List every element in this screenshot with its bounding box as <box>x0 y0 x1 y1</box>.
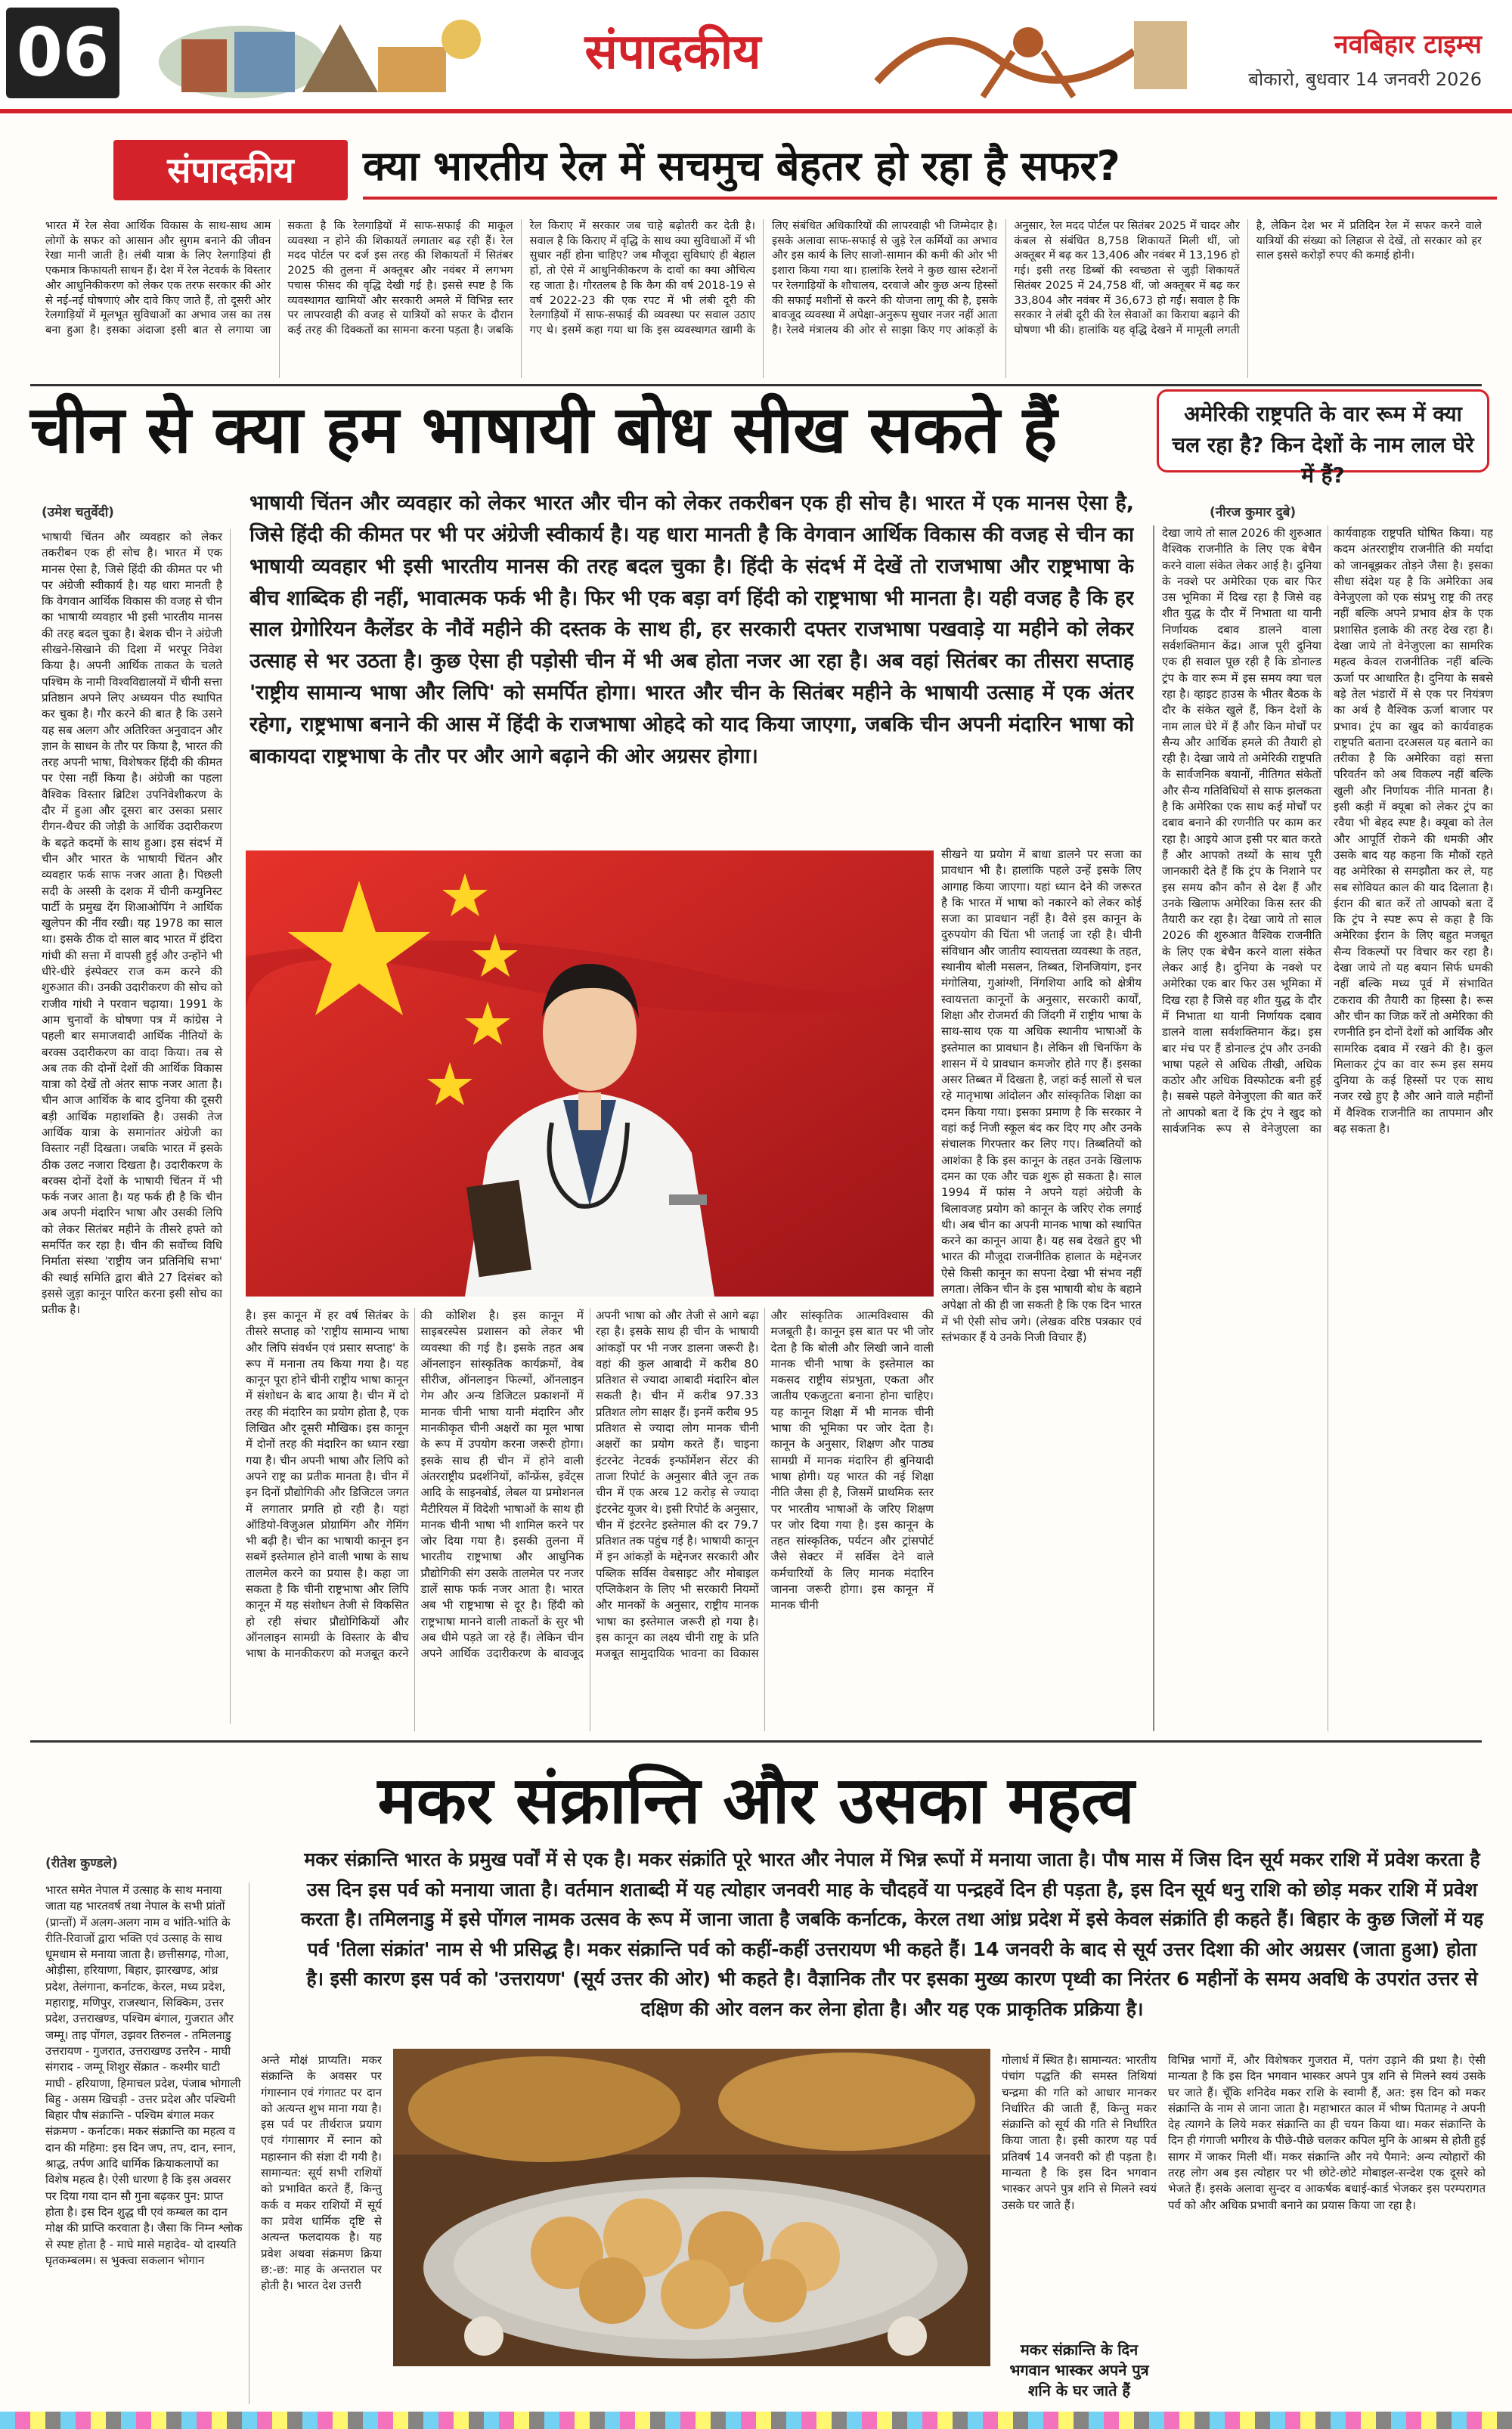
section-title: संपादकीय <box>584 24 761 80</box>
page-header <box>0 0 1512 113</box>
makar-column-4: विभिन्न भागों में, और विशेषकर गुजरात में, पतंग उड़ाने की प्रथा है। ऐसी मान्यता है कि इस दिन भगवान भास्कर अपने पुत्र शनि से मिलने स्वयं उसके घर जाते हैं। चूँकि शनिदेव मकर राशि के स्वामी हैं, अत: इस दिन को मकर संक्रान्ति के नाम से जाना जाता है। महाभारत काल में भीष्म पितामह ने अपनी देह त्यागने के लिये मकर संक्रान्ति का ही चयन किया था। मकर संक्रान्ति के दिन ही गंगाजी भगीरथ के पीछे-पीछे चलकर कपिल मुनि के आश्रम से होती हुई सागर में जाकर मिली थीं। मकर संक्रान्ति और नये पैमाने: अन्य त्योहारों की तरह लोग अब इस त्योहार पर भी छोटे-छोटे मोबाइल-सन्देश एक दूसरे को भेजते हैं। इसके अलावा सुन्दर व आकर्षक बधाई-कार्ड भेजकर इस परम्परागत पर्व को और अधिक प्रभावी बनाने का प्रयास किया जा रहा है। <box>1168 2053 1486 2212</box>
sidebar-byline: (नीरज कुमार दुबे) <box>1210 505 1297 520</box>
china-article-lower-columns: है। इस कानून में हर वर्ष सितंबर के तीसरे सप्ताह को 'राष्ट्रीय सामान्य भाषा और लिपि संवर्धन एवं प्रसार सप्ताह' के रूप में मनाना तय किया गया है। यह कानून पूरा होने चीनी राष्ट्रीय भाषा कानून में संशोधन के बाद आया है। चीन में दो तरह की मंदारिन का प्रयोग होता है, एक लिखित और दूसरी मौखिक। इस कानून में दोनों तरह की मंदारिन का ध्यान रखा गया है। चीन अपनी भाषा और लिपि को अपने राष्ट्र का प्रतीक मानता है। चीन में इन दिनों प्रौद्योगिकी और डिजिटल जगत में लगातार प्रगति हो रही है। यहां ऑडियो-विजुअल प्रोग्रामिंग और गेमिंग भी बढ़ी है। चीन का भाषायी कानून इन सबमें इस्तेमाल होने वाली भाषा के साथ तालमेल करने का प्रयास है। कहा जा सकता है कि चीनी राष्ट्रभाषा और लिपि कानून में यह संशोधन तेजी से विकसित हो रही संचार प्रौद्योगिकियों और ऑनलाइन सामग्री के विस्तार के बीच भाषा के मानकीकरण को मजबूत करने की कोशिश है। इस कानून में साइबरस्पेस प्रशासन को लेकर भी व्यवस्था की गई है। इसके तहत अब ऑनलाइन सांस्कृतिक कार्यक्रमों, वेब सीरीज, ऑनलाइन फिल्मों, ऑनलाइन गेम और अन्य डिजिटल प्रकाशनों में मानक चीनी भाषा यानी मंदारिन और मानकीकृत चीनी अक्षरों का मूल भाषा के रूप में उपयोग करना जरूरी होगा। इसके साथ ही चीन में होने वाली अंतरराष्ट्रीय प्रदर्शनियों, कॉन्फ्रेंस, इवेंट्स आदि के साइनबोर्ड, लेबल या प्रमोशनल मैटीरियल में विदेशी भाषाओं के साथ ही मानक चीनी भाषा भी शामिल करने पर जोर दिया गया है। इसकी तुलना में भारतीय राष्ट्रभाषा और आधुनिक प्रौद्योगिकी संग उसके तालमेल पर नजर डालें साफ फर्क नजर आता है। भारत अब भी राष्ट्रभाषा से दूर है। हिंदी को राष्ट्रभाषा मानने वाली ताकतों के सुर भी अब धीमे पड़ते जा रहे हैं। लेकिन चीन अपने आर्थिक उदारीकरण के बावजूद अपनी भाषा को और तेजी से आगे बढ़ा रहा है। इसके साथ ही चीन के भाषायी आंकड़ों पर भी नजर डालना जरूरी है। वहां की कुल आबादी में करीब 80 प्रतिशत से ज्यादा आबादी मंदारिन बोल सकती है। चीन में करीब 97.33 प्रतिशत लोग साक्षर हैं। इनमें करीब 95 प्रतिशत से ज्यादा लोग मानक चीनी अक्षरों का प्रयोग करते हैं। चाइना इंटरनेट नेटवर्क इन्फॉर्मेशन सेंटर की ताजा रिपोर्ट के अनुसार बीते जून तक चीन में एक अरब 12 करोड़ से ज्यादा इंटरनेट यूजर थे। इसी रिपोर्ट के अनुसार, चीन में इंटरनेट इस्तेमाल की दर 79.7 प्रतिशत तक पहुंच गई है। भाषायी कानून में इन आंकड़ों के मद्देनजर सरकारी और पब्लिक सर्विस वेबसाइट और मोबाइल एप्लिकेशन के लिए भी सरकारी नियमों और मानकों के अनुसार, राष्ट्रीय मानक भाषा का इस्तेमाल जरूरी हो गया है। इस कानून का लक्ष्य चीनी राष्ट्र के प्रति मजबूत सामुदायिक भावना का विकास और सांस्कृतिक आत्मविश्वास की मजबूती है। कानून इस बात पर भी जोर देता है कि बोली और लिखी जाने वाली मानक चीनी भाषा के इस्तेमाल का मकसद राष्ट्रीय संप्रभुता, एकता और जातीय एकजुटता बनाना होना चाहिए। यह कानून शिक्षा में भी मानक चीनी भाषा की भूमिका पर जोर देता है। कानून के अनुसार, शिक्षण और पाठ्य सामग्री में मानक मंदारिन ही बुनियादी भाषा होगी। यह भारत की नई शिक्षा नीति जैसा ही है, जिसमें प्राथमिक स्तर पर भारतीय भाषाओं के जरिए शिक्षण पर जोर दिया गया है। इस कानून के तहत सांस्कृतिक, पर्यटन और ट्रांसपोर्ट जैसे सेक्टर में सर्विस देने वाले कर्मचारियों के लिए मानक मंदारिन जानना जरूरी होगा। इस कानून में मानक चीनी <box>246 1309 934 1661</box>
makar-byline: (रीतेश कुण्डले) <box>45 1856 118 1871</box>
makar-lede: मकर संक्रान्ति भारत के प्रमुख पर्वों में से एक है। मकर संक्रांति पूरे भारत और नेपाल में भिन्न रूपों में मनाया जाता है। पौष मास में जिस दिन सूर्य मकर राशि में प्रवेश करता है उस दिन इस पर्व को मनाया जाता है। वर्तमान शताब्दी में यह त्योहार जनवरी माह के चौदहवें या पन्द्रहवें दिन ही पड़ता है, इस दिन सूर्य धनु राशि को छोड़ मकर राशि में प्रवेश करता है। तमिलनाडु में इसे पोंगल नामक उत्सव के रूप में जाना जाता है जबकि कर्नाटक, केरल तथा आंध्र प्रदेश में इसे केवल संक्रांति ही कहते हैं। बिहार के कुछ जिलों में यह पर्व 'तिला संक्रांत' नाम से भी प्रसिद्ध है। मकर संक्रान्ति पर्व को कहीं-कहीं उत्तरायण भी कहते हैं। 14 जनवरी के बाद से सूर्य उत्तर दिशा की ओर अग्रसर (जाता हुआ) होता है। इसी कारण इस पर्व को 'उत्तरायण' (सूर्य उत्तर की ओर) भी कहते है। वैज्ञानिक तौर पर इसका मुख्य कारण पृथ्वी का निरंतर 6 महीनों के समय अवधि के उपरांत उत्तर से दक्षिण की ओर वलन कर लेना होता है। और यह एक प्राकृतिक प्रक्रिया है। <box>300 1848 1484 2020</box>
makar-column-2: अन्ते मोक्षं प्राप्यति। मकर संक्रान्ति के अवसर पर गंगास्नान एवं गंगातट पर दान को अत्यन्त शुभ माना गया है। इस पर्व पर तीर्थराज प्रयाग एवं गंगासागर में स्नान को महास्नान की संज्ञा दी गयी है। सामान्यत: सूर्य सभी राशियों को प्रभावित करते हैं, किन्तु कर्क व मकर राशियों में सूर्य का प्रवेश धार्मिक दृष्टि से अत्यन्त फलदायक है। यह प्रवेश अथवा संक्रमण क्रिया छ:-छ: माह के अन्तराल पर होती है। भारत देश उत्तरी <box>261 2053 382 2293</box>
makar-left-column: भारत समेत नेपाल में उत्साह के साथ मनाया जाता यह भारतवर्ष तथा नेपाल के सभी प्रांतों (प्रान्तों) में अलग-अलग नाम व भांति-भांति के रीति-रिवाजों द्वारा भक्ति एवं उत्साह के साथ धूमधाम से मनाया जाता है। छत्तीसगढ़, गोआ, ओड़ीसा, हरियाणा, बिहार, झारखण्ड, आंध्र प्रदेश, तेलंगाना, कर्नाटक, केरल, मध्य प्रदेश, महाराष्ट्र, मणिपुर, राजस्थान, सिक्किम, उत्तर प्रदेश, उत्तराखण्ड, पश्चिम बंगाल, गुजरात और जम्मू। ताइ पोंगल, उझवर तिरुनल - तमिलनाडु उत्तरायण - गुजरात, उत्तराखण्ड उत्तरैन - माघी संगराद - जम्मू शिशुर सेंक्रात - कश्मीर घाटी माघी - हरियाणा, हिमाचल प्रदेश, पंजाब भोगाली बिहु - असम खिचड़ी - उत्तर प्रदेश और पश्चिमी बिहार पौष संक्रान्ति - पश्चिम बंगाल मकर संक्रमण - कर्नाटक। मकर संक्रान्ति का महत्व व दान की महिमा: इस दिन जप, तप, दान, स्नान, श्राद्ध, तर्पण आदि धार्मिक क्रियाकलापों का विशेष महत्व है। ऐसी धारणा है कि इस अवसर पर दिया गया दान सौ गुना बढ़कर पुन: प्राप्त होता है। इस दिन शुद्ध घी एवं कम्बल का दान मोक्ष की प्राप्ति करवाता है। जैसा कि निम्न श्लोक से स्पष्ट होता है - माघे मासे महादेव- यो दास्यति घृतकम्बलम। स भुक्त्वा सकलान भोगान <box>45 1882 249 2404</box>
header-illustration-right <box>847 6 1210 104</box>
dateline: बोकारो, बुधवार 14 जनवरी 2026 <box>1248 69 1482 90</box>
editorial-body: भारत में रेल सेवा आर्थिक विकास के साथ-साथ आम लोगों के सफर को आसान और सुगम बनाने की जीवन रेखा मानी जाती है। लंबी यात्रा के लिए रेलगाड़ियां ही एकमात्र किफायती साधन हैं। देश में रेल नेटवर्क के विस्तार और आधुनिकीकरण को लेकर एक तरफ सरकार की ओर से नई-नई घोषणाएं और दावे किए जाते हैं, तो दूसरी ओर रेलगाड़ियों में मूलभूत सुविधाओं का अभाव जस का तस बना हुआ है। इसका अंदाजा इसी बात से लगाया जा सकता है कि रेलगाड़ियों में साफ-सफाई की माकूल व्यवस्था न होने की शिकायतें लगातार बढ़ रही हैं। रेल मदद पोर्टल पर दर्ज इस तरह की शिकायतों में सितंबर 2025 की तुलना में अक्तूबर और नवंबर में लगभग पचास फीसद की वृद्धि देखी गई है। इससे स्पष्ट है कि व्यवस्थागत खामियों और सरकारी अमले में विभिन्न स्तर पर लापरवाही की वजह से यात्रियों को सफर के दौरान कई तरह की दिक्कतों का सामना करना पड़ता है। जबकि रेल किराए में सरकार जब चाहे बढ़ोतरी कर देती है। सवाल है कि किराए में वृद्धि के साथ क्या सुविधाओं में भी सुधार नहीं होना चाहिए? जब मौजूदा सुविधाएं ही बेहाल हों, तो ऐसे में आधुनिकीकरण के दावों का क्या औचित्य रह जाता है। गौरतलब है कि कैग की वर्ष 2018-19 से वर्ष 2022-23 की एक रपट में भी लंबी दूरी की रेलगाड़ियों में साफ-सफाई की व्यवस्था पर सवाल उठाए गए थे। इसमें कहा गया था कि इस व्यवस्थागत खामी के लिए संबंधित अधिकारियों की लापरवाही भी जिम्मेदार है। इसके अलावा साफ-सफाई से जुड़े रेल कर्मियों का अभाव और इस कार्य के लिए साजो-सामान की कमी की ओर भी इशारा किया गया था। हालांकि रेलवे ने कुछ खास स्टेशनों पर रेलगाड़ियों के शौचालय, दरवाजे और कुछ अन्य हिस्सों की सफाई मशीनों से करने की योजना लागू की है, इसके बावजूद व्यवस्था में अपेक्षा-अनुरूप सुधार नजर नहीं आता है। रेलवे मंत्रालय की ओर से साझा किए गए आंकड़ों के अनुसार, रेल मदद पोर्टल पर सितंबर 2025 में चादर और कंबल से संबंधित 8,758 शिकायतें मिली थीं, जो अक्तूबर में बढ़ कर 13,406 और नवंबर में 13,196 हो गई। इसी तरह डिब्बों की स्वच्छता से जुड़ी शिकायतें सितंबर 2025 में 24,758 थीं, जो अक्तूबर में बढ़ कर 33,804 और नवंबर में 36,673 हो गईं। सवाल है कि सरकार ने लंबी दूरी की रेल सेवाओं का किराया बढ़ाने की घोषणा भी की। हालांकि यह वृद्धि देखने में मामूली लगती है, लेकिन देश भर में प्रतिदिन रेल में सफर करने वाले यात्रियों की संख्या को लिहाज से देखें, तो सरकार को हर साल इससे करोड़ों रुपए की कमाई होनी। <box>45 220 1482 337</box>
section-divider <box>30 1740 1482 1743</box>
china-article-lede: भाषायी चिंतन और व्यवहार को लेकर भारत और चीन को लेकर तकरीबन एक ही सोच है। भारत में एक मानस ऐसा है, जिसे हिंदी की कीमत पर भी पर अंग्रेजी स्वीकार्य है। यह धारा मानती है कि वेगवान आर्थिक विकास की वजह से चीन का भाषायी व्यवहार भी इसी भारतीय मानस की तरह बदल चुका है। हिंदी के संदर्भ में देखें तो राजभाषा और राष्ट्रभाषा के बीच शाब्दिक ही नहीं, भावात्मक फर्क भी है। फिर भी एक बड़ा वर्ग हिंदी को राष्ट्रभाषा भी मानता है। यही वजह है कि हर साल ग्रेगोरियन कैलेंडर के नौवें महीने की दस्तक के साथ ही, हर सरकारी दफ्तर राजभाषा पखवाड़े या महीने को लेकर उत्साह से भर उठता है। कुछ ऐसा ही पड़ोसी चीन में भी अब होता नजर आ रहा है। अब वहां सितंबर का तीसरा सप्ताह 'राष्ट्रीय सामान्य भाषा और लिपि' को समर्पित होगा। भारत और चीन के सितंबर महीने के भाषायी उत्साह में एक अंतर रहेगा, राष्ट्रभाषा बनाने की आस में हिंदी के राजभाषा ओहदे को याद किया जाएगा, जबकि चीन अपनी मंदारिन भाषा को बाकायदा राष्ट्रभाषा के तौर पर और आगे बढ़ाने की ओर अग्रसर होगा। <box>249 491 1134 768</box>
sweets-photo <box>393 2049 990 2366</box>
newspaper-name: नवबिहार टाइम्स <box>1334 29 1482 60</box>
doctor-flag-photo <box>246 850 934 1297</box>
china-article-right-column: सीखने या प्रयोग में बाधा डालने पर सजा का प्रावधान भी है। हालांकि पहले उन्हें इसके लिए आगाह किया जाएगा। यहां ध्यान देने की जरूरत है कि भारत में भाषा को नकारने को लेकर कोई सजा का प्रावधान नहीं है। वैसे इस कानून के दुरुपयोग की चिंता भी जताई जा रही है। चीनी संविधान और जातीय स्वायत्तता व्यवस्था के तहत, स्थानीय बोली मसलन, तिब्बत, शिनजियांग, इनर मंगोलिया, गुआंग्शी, निंगशिया आदि को क्षेत्रीय स्वायत्तता कानूनों के अनुसार, सरकारी कार्यों, शिक्षा और रोजमर्रा की जिंदगी में राष्ट्रीय भाषा के साथ-साथ एक या अधिक स्थानीय भाषाओं के इस्तेमाल का प्रावधान है। लेकिन शी चिनफिंग के शासन में ये प्रावधान कमजोर होते गए हैं। इसका असर तिब्बत में दिखता है, जहां कई सालों से चल रहे मातृभाषा आंदोलन और सांस्कृतिक शिक्षा का दमन किया गया। इसका प्रमाण है कि सरकार ने वहां कई निजी स्कूल बंद कर दिए गए और उनके संचालक गिरफ्तार कर लिए गए। तिब्बतियों को आशंका है कि इस कानून के तहत उनके खिलाफ दमन का एक और चक्र शुरू हो सकता है। साल 1994 में फांस ने अपने यहां अंग्रेजी के बिलावजह प्रयोग को कानून के जरिए रोक लगाई थी। अब चीन का अपनी मानक भाषा को स्थापित करने का कानून आया है। यह सब देखते हुए भी भारत की मौजूदा राजनीतिक हालात के मद्देनजर ऐसे किसी कानून का सपना देखा भी संभव नहीं लगता। लेकिन चीन के इस भाषायी बोध के बहाने अपेक्षा तो की ही जा सकती है कि एक दिन भारत में भी ऐसी सोच जगे। (लेखक वरिष्ठ पत्रकार एवं स्तंभकार हैं ये उनके निजी विचार हैं) <box>941 847 1142 1344</box>
sidebar-headline: अमेरिकी राष्ट्रपति के वार रूम में क्या चल रहा है? किन देशों के नाम लाल घेरे में हैं? <box>1157 389 1489 472</box>
makar-column-3: गोलार्ध में स्थित है। सामान्यत: भारतीय पंचांग पद्धति की समस्त तिथियां चन्द्रमा की गति को आधार मानकर निर्धारित की जाती हैं, किन्तु मकर संक्रान्ति को सूर्य की गति से निर्धारित किया जाता है। इसी कारण यह पर्व प्रतिवर्ष 14 जनवरी को ही पड़ता है। मान्यता है कि इस दिन भगवान भास्कर अपने पुत्र शनि से मिलने स्वयं उसके घर जाते हैं। <box>1002 2053 1157 2212</box>
editorial-label: संपादकीय <box>113 140 348 200</box>
print-registration-strip <box>0 2412 1512 2429</box>
china-article-byline: (उमेश चतुर्वेदी) <box>42 505 114 520</box>
laddoo <box>743 2259 807 2322</box>
section-divider <box>30 384 1482 386</box>
sidebar-body: देखा जाये तो साल 2026 की शुरुआत वैश्विक राजनीति के लिए एक बेचैन करने वाला संकेत लेकर आई है। दुनिया के नक्शे पर अमेरिका एक बार फिर उस भूमिका में दिख रहा है जिसे वह शीत युद्ध के दौर में निभाता था यानी निर्णायक दबाव डालने वाला सर्वशक्तिमान केंद्र। आज पूरी दुनिया एक ही सवाल पूछ रही है कि डोनाल्ड ट्रंप के वार रूम में इस समय क्या चल रहा है। व्हाइट हाउस के भीतर बैठक के दौर के संकेत खुले हैं, किन देशों के नाम लाल घेरे में हैं और किन मोर्चों पर सैन्य और आर्थिक हमले की तैयारी हो रही है। देखा जाये तो अमेरिकी राष्ट्रपति के सार्वजनिक बयानों, नीतिगत संकेतों और सैन्य गतिविधियों से साफ झलकता है कि अमेरिका एक साथ कई मोर्चों पर दबाव बनाने की रणनीति पर काम कर रहा है। आइये आज इसी पर बात करते हैं और आपको तथ्यों के साथ पूरी जानकारी देते हैं कि ट्रंप के निशाने पर इस समय कौन कौन से देश हैं और उनके खिलाफ अमेरिका किस स्तर की तैयारी कर रहा है। देखा जाये तो साल 2026 की शुरुआत वैश्विक राजनीति के लिए एक बेचैन करने वाला संकेत लेकर आई है। दुनिया के नक्शे पर अमेरिका एक बार फिर उस भूमिका में दिख रहा है जिसे वह शीत युद्ध के दौर में निभाता था यानी निर्णायक दबाव डालने वाला सर्वशक्तिमान केंद्र। इस बार मंच पर हैं डोनाल्ड ट्रंप और उनकी भाषा पहले से अधिक तीखी, अधिक कठोर और अधिक विस्फोटक बनी हुई है। सबसे पहले वेनेजुएला की बात करें तो आपको बता दें कि ट्रंप ने खुद को सार्वजनिक रूप से वेनेजुएला का कार्यवाहक राष्ट्रपति घोषित किया। यह कदम अंतरराष्ट्रीय राजनीति की मर्यादा को जानबूझकर तोड़ने जैसा है। इसका सीधा संदेश यह है कि अमेरिका अब वेनेजुएला को एक संप्रभु राष्ट्र की तरह नहीं बल्कि अपने प्रभाव क्षेत्र के एक प्रशासित इलाके की तरह देख रहा है। देखा जाये तो वेनेजुएला का सामरिक महत्व केवल राजनीतिक नहीं बल्कि ऊर्जा पर आधारित है। दुनिया के सबसे बड़े तेल भंडारों में से एक पर नियंत्रण का अर्थ है वैश्विक ऊर्जा बाजार पर प्रभाव। ट्रंप का खुद को कार्यवाहक राष्ट्रपति बताना दरअसल यह बताने का तरीका है कि अमेरिका वहां सत्ता परिवर्तन को अब विकल्प नहीं बल्कि खुली और निर्णायक नीति मानता है। इसी कड़ी में क्यूबा को लेकर ट्रंप का रवैया भी बेहद स्पष्ट है। क्यूबा को तेल और आपूर्ति रोकने की धमकी और उसके बाद यह कहना कि मौकों रहते वह अमेरिका से समझौता कर ले, यह सब सोवियत काल की याद दिलाता है। ईरान की बात करें तो आपको बता दें कि ट्रंप ने स्पष्ट रूप से कहा है कि अमेरिका ईरान के लिए बहुत मजबूत सैन्य विकल्पों पर विचार कर रहा है। देखा जाये तो यह बयान सिर्फ धमकी नहीं बल्कि मध्य पूर्व में संभावित टकराव की तैयारी का हिस्सा है। रूस और चीन का जिक्र करें तो अमेरिका की रणनीति इन दोनों देशों को आर्थिक और सामरिक दबाव में रखने की है। कुल मिलाकर ट्रंप का वार रूम इस समय दुनिया के कई हिस्सों पर एक साथ नजर रखे हुए है और आने वाले महीनों में वैश्विक राजनीति का तापमान और बढ़ सकता है। <box>1153 525 1493 1731</box>
china-article-left-column: भाषायी चिंतन और व्यवहार को लेकर तकरीबन एक ही सोच है। भारत में एक मानस ऐसा है, जिसे हिंदी की कीमत पर भी पर अंग्रेजी स्वीकार्य है। यह धारा मानती है कि वेगवान आर्थिक विकास की वजह से चीन का भाषायी व्यवहार भी इसी भारतीय मानस की तरह बदल चुका है। बेशक चीन ने अंग्रेजी सीखने-सिखाने की दिशा में भरपूर निवेश किया है। अपनी आर्थिक ताकत के चलते पश्चिम के नामी विश्वविद्यालयों में चीनी सत्ता प्रतिष्ठान अपने लिए अध्ययन पीठ स्थापित कर चुका है। गौर करने की बात है कि उसने यह सब अलग और अतिरिक्त अनुवादन और ज्ञान के साधन के तौर पर किया है, भारत की तरह अपनी भाषा, विशेषकर हिंदी की कीमत पर ऐसा नहीं किया है। अंग्रेजी का पहला वैश्विक विस्तार ब्रिटिश उपनिवेशीकरण के दौर में हुआ और दूसरा बार उसका प्रसार रीगन-थैचर की जोड़ी के आर्थिक उदारीकरण के बढ़ते कदमों के साथ हुआ। इस संदर्भ में चीन और भारत के भाषायी चिंतन और व्यवहार फर्क साफ नजर आता है। पिछली सदी के अस्सी के दशक में चीनी कम्युनिस्ट पार्टी के प्रमुख देंग शिआओपिंग ने आर्थिक खुलेपन की नींव रखी। यह 1978 का साल था। इसके ठीक दो साल बाद भारत में इंदिरा गांधी की सत्ता में वापसी हुई और उन्होंने भी धीरे-धीरे इंस्पेक्टर राज कम करने की शुरुआत की। उनकी उदारीकरण की सोच को राजीव गांधी ने परवान चढ़ाया। 1991 के आम चुनावों के घोषणा पत्र में कांग्रेस ने पहली बार समाजवादी आर्थिक नीतियों के बरक्स उदारीकरण का वादा किया। तब से अब तक की दोनों देशों की आर्थिक विकास यात्रा को देखें तो अंतर साफ नजर आता है। चीन आज आर्थिक के बाद दुनिया की दूसरी बड़ी आर्थिक महाशक्ति है। उसकी तेज आर्थिक यात्रा के समानांतर अंग्रेजी का विस्तार नहीं दिखता। जबकि भारत में इसके ठीक उलट नजारा दिखता है। उदारीकरण के बरक्स दोनों देशों के भाषायी चिंतन में भी फर्क नजर आता है। यह फर्क ही है कि चीन अब अपनी मंदारिन भाषा और उसकी लिपि को लेकर सितंबर महीने के तीसरे हफ्ते को समर्पित कर रहा है। चीन की सर्वोच्च विधि निर्माता संस्था 'राष्ट्रीय जन प्रतिनिधि सभा' की स्थाई समिति द्वारा बीते 27 दिसंबर को इससे जुड़ा कानून पारित करना इसी सोच का प्रतीक है। <box>42 529 231 1724</box>
makar-headline: मकर संक्रान्ति और उसका महत्व <box>377 1763 1135 1839</box>
china-article-headline: चीन से क्या हम भाषायी बोध सीख सकते हैं <box>30 392 1058 468</box>
laddoo <box>661 2260 730 2329</box>
laddoo <box>579 2257 646 2324</box>
editorial-headline: क्या भारतीय रेल में सचमुच बेहतर हो रहा है सफर? <box>363 136 1497 200</box>
makar-pull-quote: मकर संक्रान्ति के दिन भगवान भास्कर अपने पुत्र शनि के घर जाते हैं <box>1009 2341 1149 2400</box>
header-illustration-left <box>151 9 499 104</box>
page-number: 06 <box>6 8 119 98</box>
